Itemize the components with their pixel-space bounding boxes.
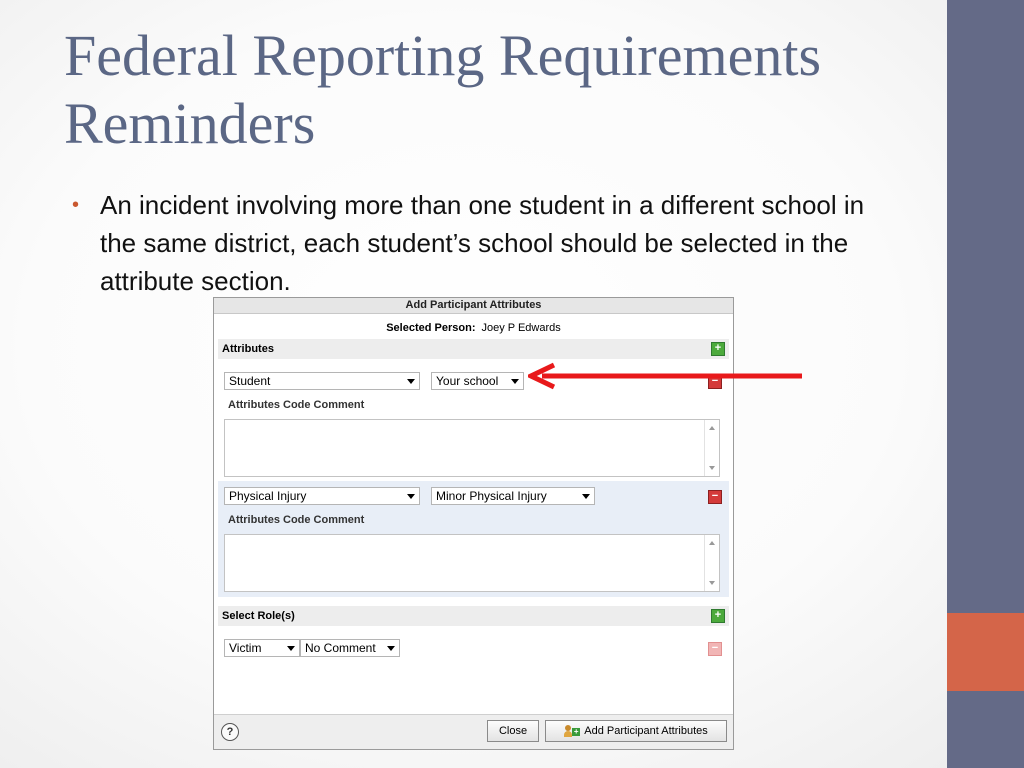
add-role-icon[interactable]: + — [711, 609, 725, 623]
accent-block — [947, 613, 1024, 691]
roles-header-label: Select Role(s) — [222, 610, 295, 622]
bullet-point — [72, 186, 872, 300]
attribute-comment-label: Attributes Code Comment — [228, 399, 365, 411]
annotation-arrow — [528, 362, 806, 390]
close-button[interactable]: Close — [487, 720, 539, 742]
bullet-text: An incident involving more than one student in a different school in the same district, each student’s school should be selected in the attribute section. — [100, 190, 865, 296]
scroll-down-icon[interactable] — [709, 466, 715, 470]
role-value: Victim — [229, 641, 262, 655]
attribute-type-select[interactable] — [224, 372, 420, 390]
attribute-type-value: Student — [229, 374, 271, 388]
scroll-up-icon[interactable] — [709, 426, 715, 430]
role-select[interactable] — [224, 639, 300, 657]
bullet-dot-icon: • — [72, 194, 80, 216]
help-icon[interactable]: ? — [221, 723, 239, 741]
chevron-down-icon — [407, 379, 415, 384]
scroll-up-icon[interactable] — [709, 541, 715, 545]
remove-role-icon[interactable]: − — [708, 642, 722, 656]
dialog-footer — [214, 714, 733, 749]
attribute-value-value: Your school — [436, 374, 499, 388]
attributes-header — [218, 339, 729, 359]
add-attribute-icon[interactable]: + — [711, 342, 725, 356]
add-participant-attributes-label: Add Participant Attributes — [584, 725, 708, 737]
attribute-value-select[interactable] — [431, 487, 595, 505]
selected-person-value: Joey P Edwards — [481, 322, 561, 334]
scrollbar[interactable] — [704, 420, 719, 476]
add-people-icon: + — [564, 725, 580, 738]
attributes-header-label: Attributes — [222, 343, 274, 355]
dialog-title: Add Participant Attributes — [214, 298, 733, 314]
role-comment-value: No Comment — [305, 641, 376, 655]
attribute-value-value: Minor Physical Injury — [436, 489, 547, 503]
role-comment-select[interactable] — [300, 639, 400, 657]
attribute-type-value: Physical Injury — [229, 489, 307, 503]
attribute-type-select[interactable] — [224, 487, 420, 505]
attribute-value-select[interactable] — [431, 372, 524, 390]
add-participant-attributes-button[interactable] — [545, 720, 727, 742]
attribute-comment-label: Attributes Code Comment — [228, 514, 365, 526]
chevron-down-icon — [511, 379, 519, 384]
attribute-comment-textarea[interactable] — [224, 419, 720, 477]
chevron-down-icon — [407, 494, 415, 499]
selected-person-label: Selected Person: — [386, 322, 476, 334]
remove-attribute-icon[interactable]: − — [708, 375, 722, 389]
remove-attribute-icon[interactable]: − — [708, 490, 722, 504]
attribute-comment-textarea[interactable] — [224, 534, 720, 592]
slide-title: Federal Reporting Requirements Reminders — [64, 23, 822, 156]
selected-person — [214, 322, 733, 334]
sidebar-decoration — [947, 0, 1024, 768]
chevron-down-icon — [287, 646, 295, 651]
chevron-down-icon — [582, 494, 590, 499]
chevron-down-icon — [387, 646, 395, 651]
roles-header — [218, 606, 729, 626]
scroll-down-icon[interactable] — [709, 581, 715, 585]
scrollbar[interactable] — [704, 535, 719, 591]
